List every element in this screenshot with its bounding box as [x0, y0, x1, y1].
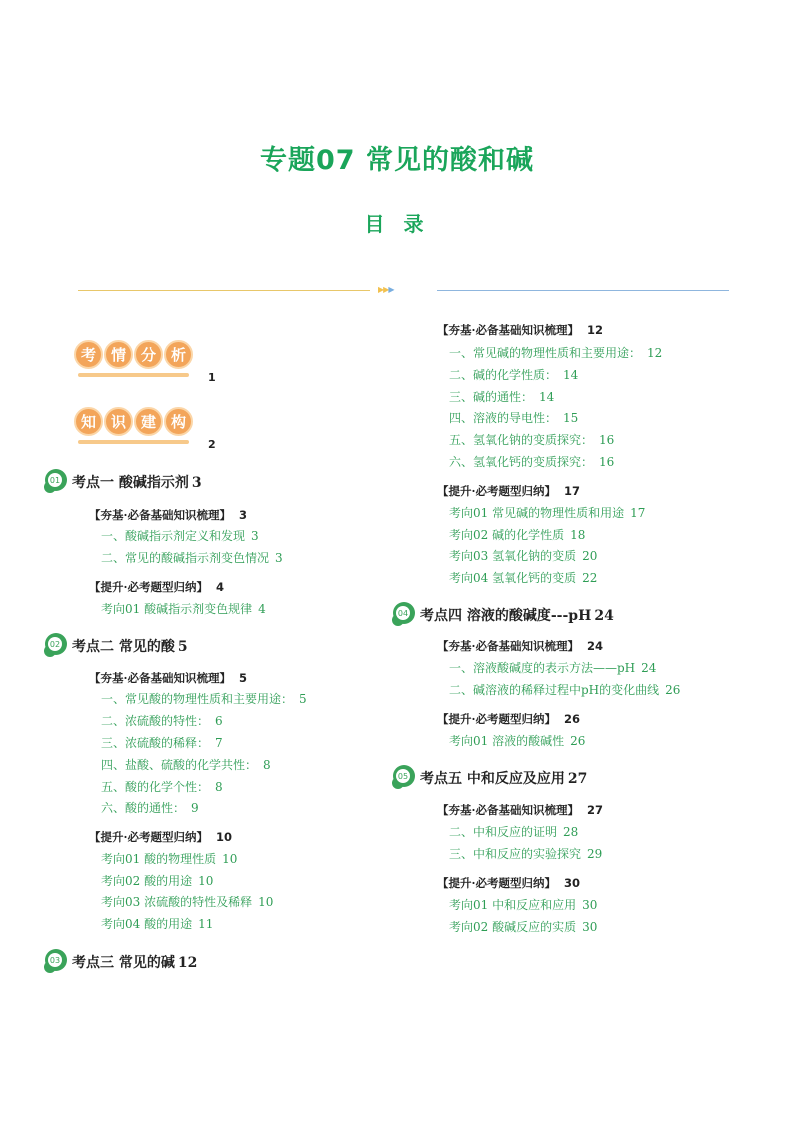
toc-item[interactable]: 三、碱的通性： 14	[449, 390, 555, 404]
toc-item[interactable]: 考向01 中和反应和应用 30	[449, 898, 598, 912]
kaodian-page: 5	[177, 639, 188, 655]
toc-item[interactable]: 考向01 溶液的酸碱性 26	[449, 734, 586, 748]
toc-item[interactable]: 五、酸的化学个性： 8	[101, 780, 223, 794]
badge-page: 1	[208, 371, 216, 384]
section-tisheng[interactable]: 【提升·必考题型归纳】 30	[437, 876, 581, 890]
badge-char: 情	[104, 340, 133, 369]
toc-item[interactable]: 一、溶液酸碱度的表示方法——pH 24	[449, 661, 657, 675]
toc-item[interactable]: 四、盐酸、硫酸的化学共性： 8	[101, 758, 271, 772]
toc-item[interactable]: 六、酸的通性： 9	[101, 801, 199, 815]
kaodian-label: 考点五 中和反应及应用	[420, 771, 565, 787]
kaodian-label: 考点二 常见的酸	[72, 639, 175, 655]
kaodian-5[interactable]	[397, 767, 588, 789]
triangle-arrows-icon: ▶▶▶	[378, 285, 394, 294]
section-jichu[interactable]: 【夯基·必备基础知识梳理】 3	[89, 508, 248, 522]
kaodian-page: 27	[567, 771, 588, 787]
toc-item[interactable]: 一、常见碱的物理性质和主要用途： 12	[449, 346, 663, 360]
section-jichu[interactable]: 【夯基·必备基础知识梳理】 24	[437, 639, 604, 653]
badge-kaoqing-fenxi[interactable]	[74, 340, 193, 369]
badge-char: 建	[134, 407, 163, 436]
divider-right	[437, 290, 729, 291]
toc-item[interactable]: 考向01 酸的物理性质 10	[101, 852, 238, 866]
toc-item[interactable]: 考向02 碱的化学性质 18	[449, 528, 586, 542]
toc-item[interactable]: 考向04 氢氧化钙的变质 22	[449, 571, 598, 585]
svg-text:02: 02	[49, 640, 61, 649]
svg-text:03: 03	[49, 956, 61, 965]
green-number-circle-icon	[42, 465, 72, 497]
toc-item[interactable]: 考向02 酸碱反应的实质 30	[449, 920, 598, 934]
toc-item[interactable]: 考向01 常见碱的物理性质和用途 17	[449, 506, 646, 520]
kaodian-page: 12	[177, 955, 198, 971]
svg-text:01: 01	[49, 476, 61, 485]
toc-item[interactable]: 一、常见酸的物理性质和主要用途： 5	[101, 692, 307, 706]
kaodian-page: 24	[594, 608, 614, 624]
toc-item[interactable]: 二、中和反应的证明 28	[449, 825, 579, 839]
section-jichu[interactable]: 【夯基·必备基础知识梳理】 27	[437, 803, 604, 817]
toc-item[interactable]: 三、浓硫酸的稀释： 7	[101, 736, 223, 750]
green-number-circle-icon	[42, 945, 72, 977]
section-tisheng[interactable]: 【提升·必考题型归纳】 10	[89, 830, 233, 844]
toc-item[interactable]: 三、中和反应的实验探究 29	[449, 847, 603, 861]
section-tisheng[interactable]: 【提升·必考题型归纳】 4	[89, 580, 225, 594]
badge-underline	[78, 440, 189, 444]
toc-item[interactable]: 四、溶液的导电性： 15	[449, 411, 579, 425]
kaodian-4[interactable]	[397, 604, 614, 626]
toc-item[interactable]: 六、氢氧化钙的变质探究： 16	[449, 455, 615, 469]
badge-char: 分	[134, 340, 163, 369]
toc-item[interactable]: 二、碱溶液的稀释过程中pH的变化曲线 26	[449, 683, 681, 697]
svg-text:05: 05	[397, 772, 409, 781]
toc-item[interactable]: 考向03 氢氧化钠的变质 20	[449, 549, 598, 563]
kaodian-2[interactable]	[49, 635, 188, 657]
badge-char: 识	[104, 407, 133, 436]
page-title: 专题07 常见的酸和碱	[260, 145, 534, 176]
toc-item[interactable]: 二、常见的酸碱指示剂变色情况 3	[101, 551, 283, 565]
kaodian-label: 考点一 酸碱指示剂	[72, 475, 189, 491]
kaodian-page: 3	[191, 475, 202, 491]
svg-text:04: 04	[397, 609, 409, 618]
green-number-circle-icon	[42, 629, 72, 661]
kaodian-label: 考点三 常见的碱	[72, 955, 175, 971]
kaodian-1[interactable]	[49, 471, 202, 493]
toc-heading: 目 录	[364, 212, 430, 236]
green-number-circle-icon	[390, 598, 420, 630]
badge-zhishi-jiangou[interactable]	[74, 407, 193, 436]
toc-item[interactable]: 考向01 酸碱指示剂变色规律 4	[101, 602, 266, 616]
badge-char: 考	[74, 340, 103, 369]
badge-char: 析	[164, 340, 193, 369]
toc-item[interactable]: 考向03 浓硫酸的特性及稀释 10	[101, 895, 274, 909]
toc-item[interactable]: 二、碱的化学性质： 14	[449, 368, 579, 382]
badge-char: 构	[164, 407, 193, 436]
badge-page: 2	[208, 438, 216, 451]
kaodian-3[interactable]	[49, 951, 198, 973]
section-tisheng[interactable]: 【提升·必考题型归纳】 17	[437, 484, 581, 498]
toc-item[interactable]: 考向04 酸的用途 11	[101, 917, 214, 931]
section-jichu[interactable]: 【夯基·必备基础知识梳理】 12	[437, 323, 604, 337]
toc-item[interactable]: 五、氢氧化钠的变质探究： 16	[449, 433, 615, 447]
toc-item[interactable]: 二、浓硫酸的特性： 6	[101, 714, 223, 728]
green-number-circle-icon	[390, 761, 420, 793]
badge-char: 知	[74, 407, 103, 436]
toc-item[interactable]: 一、酸碱指示剂定义和发现 3	[101, 529, 259, 543]
section-tisheng[interactable]: 【提升·必考题型归纳】 26	[437, 712, 581, 726]
toc-item[interactable]: 考向02 酸的用途 10	[101, 874, 214, 888]
divider-left	[78, 290, 370, 291]
section-jichu[interactable]: 【夯基·必备基础知识梳理】 5	[89, 671, 248, 685]
badge-underline	[78, 373, 189, 377]
kaodian-label: 考点四 溶液的酸碱度---pH	[420, 608, 592, 624]
